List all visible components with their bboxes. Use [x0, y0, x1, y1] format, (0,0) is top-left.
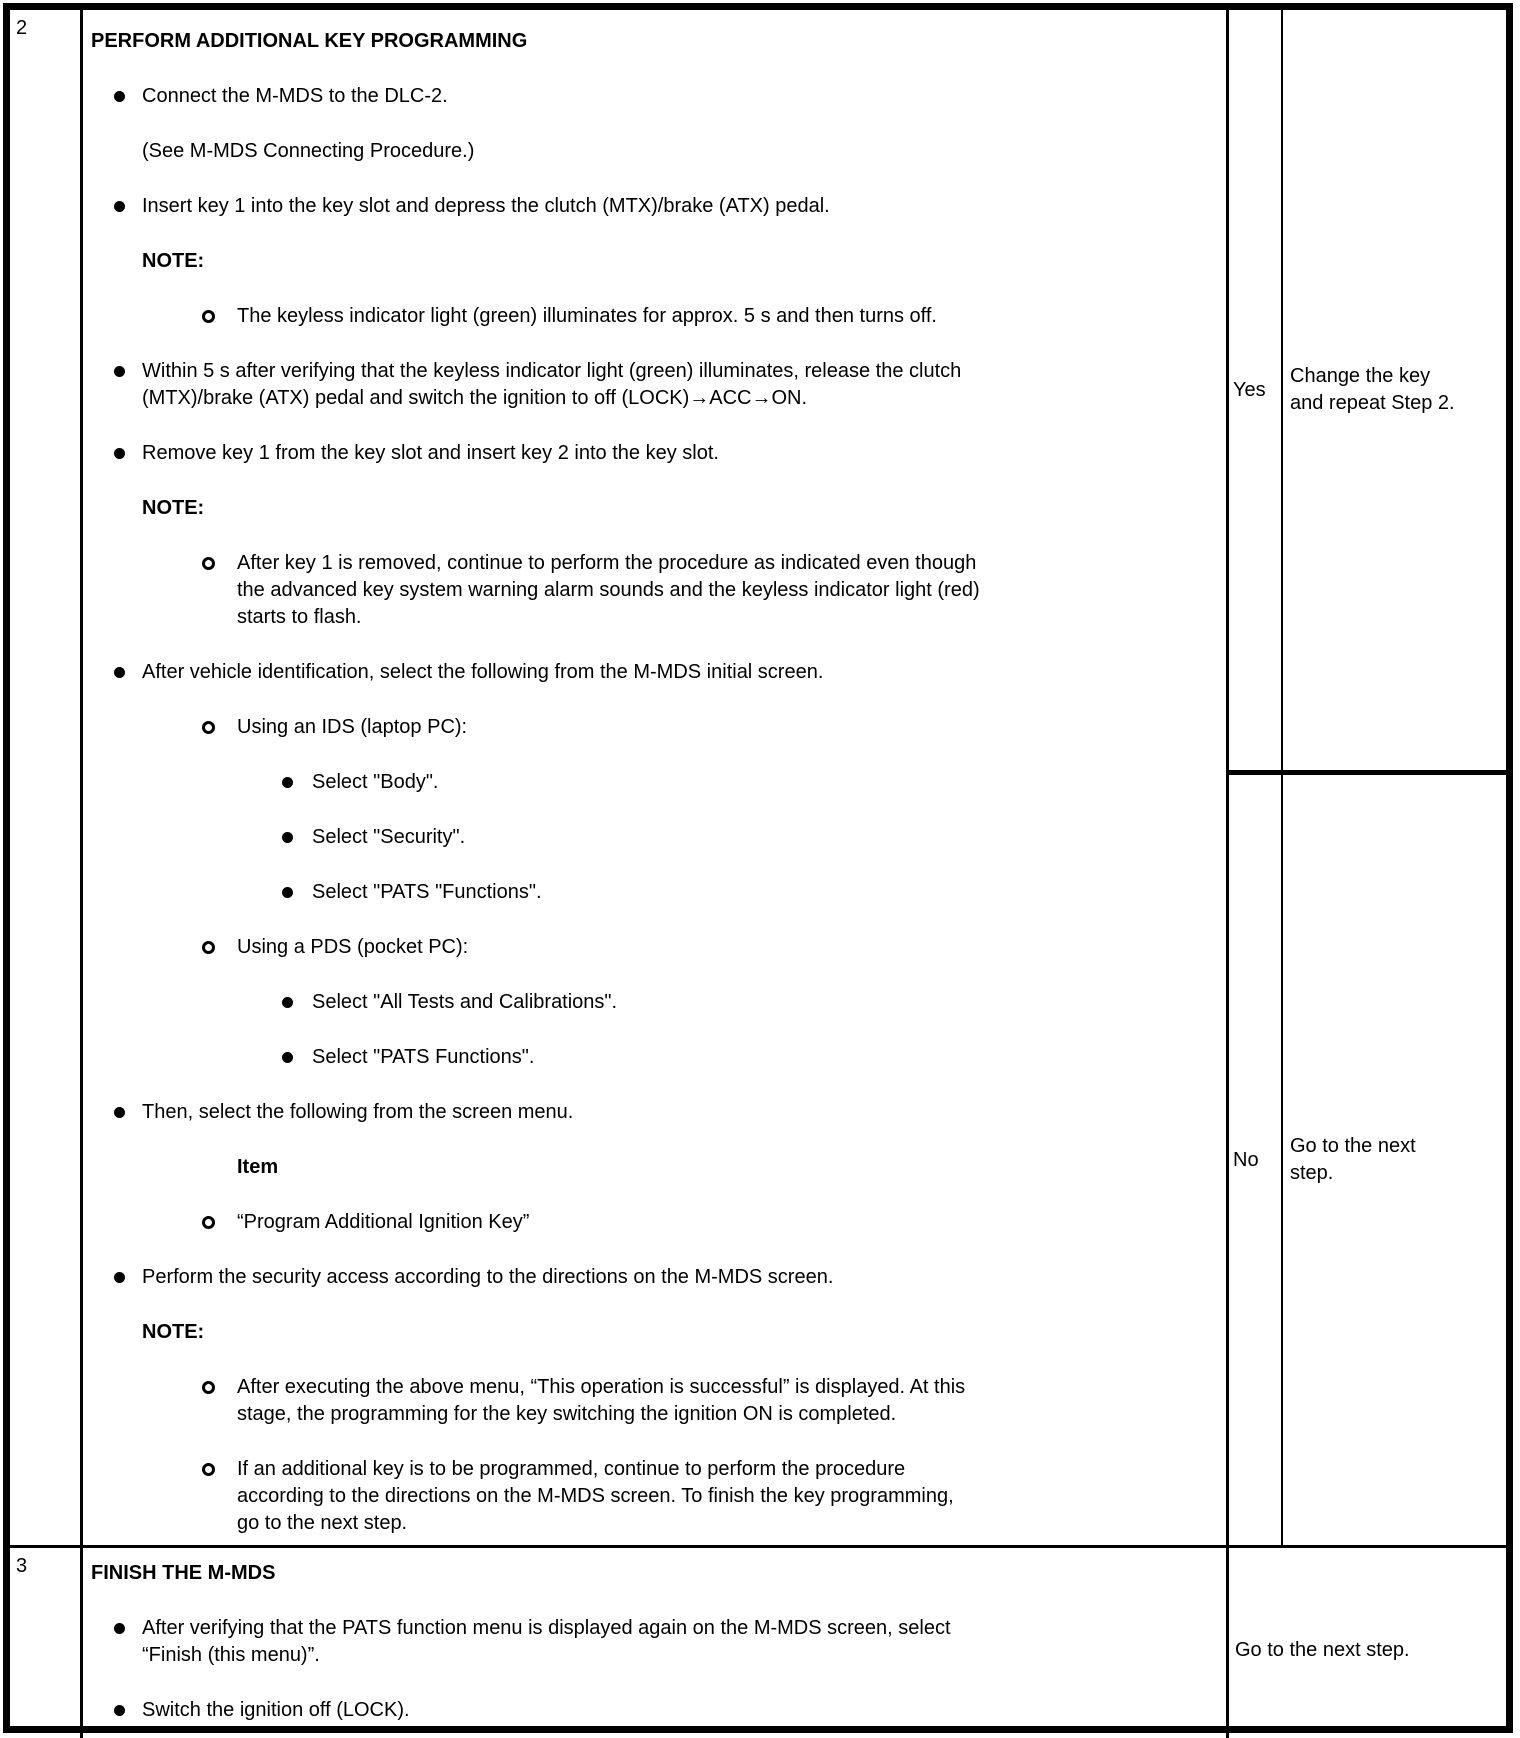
text-line: Select "PATS "Functions". [312, 881, 542, 903]
no-action-cell [1281, 775, 1506, 1545]
yes-action-cell [1281, 10, 1506, 770]
text-line: Using a PDS (pocket PC): [237, 936, 469, 958]
circle-icon [202, 1209, 237, 1236]
bullet-icon [114, 1615, 142, 1669]
row-title: FINISH THE M-MDS [91, 1562, 276, 1584]
procedure-subitem [282, 824, 1220, 851]
text-line: according to the directions on the M-MDS screen. To finish the key programming, [237, 1485, 954, 1507]
text-line: Remove key 1 from the key slot and insert key 2 into the key slot. [142, 442, 719, 464]
text-line: Connect the M-MDS to the DLC-2. [142, 85, 448, 107]
bullet-icon [114, 193, 142, 220]
procedure-subitem [202, 934, 1220, 961]
text-line: Select "All Tests and Calibrations". [312, 991, 618, 1013]
text-line: “Program Additional Ignition Key” [237, 1211, 530, 1233]
decision-yes-row [1229, 10, 1506, 775]
procedure-subitem [282, 769, 1220, 796]
procedure-item [114, 193, 1220, 220]
instructions-cell [83, 10, 1226, 1545]
procedure-table [3, 3, 1513, 1733]
bullet-icon [114, 1264, 142, 1291]
procedure-subitem [202, 1456, 1220, 1537]
note-heading [89, 495, 1220, 522]
circle-icon [202, 934, 237, 961]
text-line: (MTX)/brake (ATX) pedal and switch the ignition to off (LOCK)→ACC→ON. [142, 387, 808, 409]
procedure-subitem [202, 1209, 1220, 1236]
circle-icon [202, 1456, 237, 1537]
text-line: Select "Body". [312, 771, 439, 793]
text-line: Item [237, 1156, 279, 1178]
action-line: Go to the next [1290, 1135, 1416, 1157]
step-3-action-cell [1226, 1548, 1506, 1738]
procedure-subitem [202, 1374, 1220, 1428]
bullet-icon [114, 1099, 142, 1126]
text-line: Within 5 s after verifying that the keyless indicator light (green) illuminates, release the clutch [142, 360, 962, 382]
bullet-icon [282, 989, 312, 1016]
text-line: NOTE: [142, 1321, 205, 1343]
item-heading [89, 1154, 1220, 1181]
procedure-item [114, 440, 1220, 467]
text-line: (See M-MDS Connecting Procedure.) [142, 140, 475, 162]
procedure-subitem [282, 1044, 1220, 1071]
procedure-subitem [202, 714, 1220, 741]
text-line: stage, the programming for the key switching the ignition ON is completed. [237, 1403, 897, 1425]
text-line: Select "PATS Functions". [312, 1046, 535, 1068]
yes-cell [1229, 10, 1281, 770]
instructions-cell [83, 1548, 1226, 1738]
procedure-item [114, 83, 1220, 110]
text-line: The keyless indicator light (green) illuminates for approx. 5 s and then turns off. [237, 305, 937, 327]
decision-block [1226, 10, 1506, 1545]
text-line: go to the next step. [237, 1512, 408, 1534]
text-line: NOTE: [142, 250, 205, 272]
text-line: If an additional key is to be programmed, continue to perform the procedure [237, 1458, 906, 1480]
note-heading [89, 248, 1220, 275]
text-line: After executing the above menu, “This operation is successful” is displayed. At this [237, 1376, 966, 1398]
yes-label: Yes [1233, 378, 1266, 401]
bullet-icon [114, 358, 142, 412]
text-line: the advanced key system warning alarm sounds and the keyless indicator light (red) [237, 579, 980, 601]
action-line: step. [1290, 1162, 1334, 1184]
bullet-icon [282, 769, 312, 796]
circle-icon [202, 303, 237, 330]
bullet-icon [114, 1697, 142, 1724]
procedure-item [89, 138, 1220, 165]
text-line: After vehicle identification, select the following from the M-MDS initial screen. [142, 661, 824, 683]
table-row-step-2 [10, 10, 1506, 1548]
bullet-icon [114, 440, 142, 467]
action-line: and repeat Step 2. [1290, 392, 1455, 414]
text-line: Switch the ignition off (LOCK). [142, 1699, 410, 1721]
step-number: 3 [16, 1555, 28, 1577]
text-line: Select "Security". [312, 826, 466, 848]
procedure-item [114, 659, 1220, 686]
bullet-icon [114, 83, 142, 110]
procedure-item [114, 1264, 1220, 1291]
step-number-cell [10, 1548, 83, 1738]
table-row-step-3 [10, 1548, 1506, 1738]
procedure-subitem [282, 879, 1220, 906]
text-line: Using an IDS (laptop PC): [237, 716, 468, 738]
step-number-cell [10, 10, 83, 1545]
row-title: PERFORM ADDITIONAL KEY PROGRAMMING [91, 30, 528, 52]
bullet-icon [114, 659, 142, 686]
text-line: starts to flash. [237, 606, 362, 628]
procedure-subitem [282, 989, 1220, 1016]
procedure-item [114, 1615, 1220, 1669]
decision-no-row [1229, 775, 1506, 1545]
circle-icon [202, 550, 237, 631]
no-cell [1229, 775, 1281, 1545]
text-line: After verifying that the PATS function menu is displayed again on the M-MDS screen, select [142, 1617, 951, 1639]
text-line: Perform the security access according to the directions on the M-MDS screen. [142, 1266, 834, 1288]
text-line: After key 1 is removed, continue to perform the procedure as indicated even though [237, 552, 977, 574]
circle-icon [202, 1374, 237, 1428]
bullet-icon [282, 824, 312, 851]
procedure-item [114, 1099, 1220, 1126]
procedure-item [114, 1697, 1220, 1724]
text-line: NOTE: [142, 497, 205, 519]
note-heading [89, 1319, 1220, 1346]
bullet-icon [282, 1044, 312, 1071]
procedure-subitem [202, 303, 1220, 330]
circle-icon [202, 714, 237, 741]
step-number: 2 [16, 17, 28, 39]
text-line: Then, select the following from the screen menu. [142, 1101, 574, 1123]
procedure-item [114, 358, 1220, 412]
action-line: Change the key [1290, 365, 1431, 387]
bullet-icon [282, 879, 312, 906]
text-line: “Finish (this menu)”. [142, 1644, 320, 1666]
procedure-subitem [202, 550, 1220, 631]
text-line: Insert key 1 into the key slot and depress the clutch (MTX)/brake (ATX) pedal. [142, 195, 830, 217]
action-text: Go to the next step. [1235, 1638, 1410, 1661]
no-label: No [1233, 1148, 1259, 1171]
